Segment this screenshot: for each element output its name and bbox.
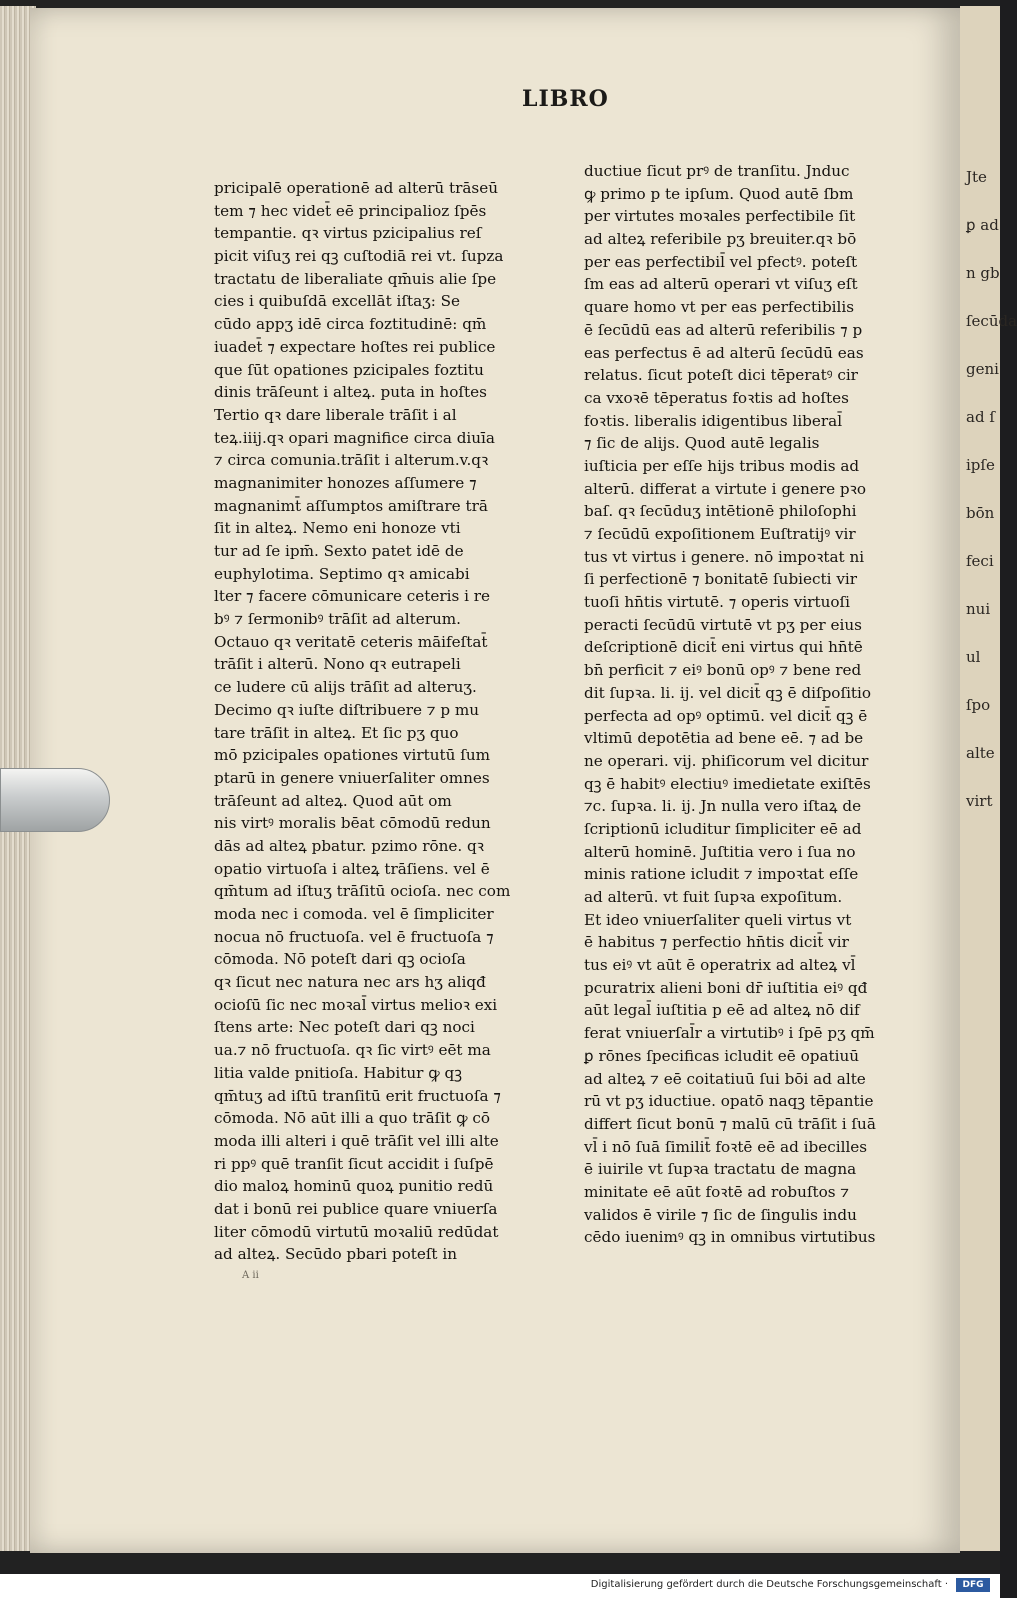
text-line: dinis trāſeunt i alteꝝ. puta in hoſtes — [214, 383, 487, 402]
text-line: lter ⁊ facere cōmunicare ceteris i re — [214, 587, 491, 606]
text-line: minitate eē aūt foꝛtē ad robuſtos ⁊ — [584, 1182, 850, 1201]
text-line: trāſeunt ad alteꝝ. Quod aūt om — [214, 791, 452, 810]
text-line: ductiue ſicut prꝰ de tranſitu. Jnduc — [584, 162, 850, 180]
text-line: quare homo vt per eas perfectibilis — [584, 298, 855, 317]
signature-mark: A ii — [242, 1270, 259, 1281]
footer-credit: Digitalisierung gefördert durch die Deutsche Forschungsgemeinschaft · — [590, 1579, 948, 1590]
text-line: ⁊ ſecūdū expoſitionem Euſtratijꝰ vir — [584, 525, 856, 543]
text-line: cies i quibuſdā excellāt iſtaʒ: Se — [214, 292, 461, 311]
facing-page-text: ſecūda — [966, 312, 1017, 330]
text-line: tuoſi hn̄tis virtutē. ⁊ operis virtuoſi — [584, 593, 850, 612]
facing-page-text: nui — [966, 600, 991, 618]
facing-page-text: geni — [966, 360, 999, 378]
facing-page-text: virt — [966, 792, 993, 810]
text-line: ptarū in genere vniuerſaliter omnes — [214, 768, 490, 787]
facing-page-text: feci — [966, 552, 994, 570]
text-line: qꝫ ē habitꝰ electiuꝰ imedietate exiſtēs — [584, 774, 871, 793]
text-line: ua.⁊ nō fructuoſa. qꝛ ſic virtꝰ eēt ma — [214, 1041, 491, 1060]
text-line: cōmoda. Nō poteſt dari qꝫ ocioſa — [214, 950, 466, 969]
text-line: moda illi alteri i quē trāſit vel illi alte — [214, 1131, 499, 1150]
text-line: iuadet̄ ⁊ expectare hoſtes rei publice — [214, 337, 496, 356]
text-line: ce ludere cū alijs trāſit ad alteruʒ. — [214, 678, 477, 697]
text-line: cēdo iuenimꝰ qꝫ in omnibus virtutibus — [584, 1228, 876, 1247]
text-line: ſcriptionū icluditur ſimpliciter eē ad — [584, 819, 862, 838]
text-line: iuſticia per eſſe hijs tribus modis ad — [584, 456, 860, 475]
text-line: tur ad ſe ipm̄. Sexto patet idē de — [214, 542, 464, 560]
text-line: perfecta ad opꝰ optimū. vel dicit̄ qꝫ ē — [584, 706, 868, 725]
facing-page-fragment — [960, 6, 1017, 1551]
text-line: picit viſuʒ rei qꝫ cuſtodiā rei vt. ſupza — [214, 247, 504, 266]
text-line: moda nec i comoda. vel ē ſimpliciter — [214, 905, 494, 923]
text-line: baſ. qꝛ ſecūduʒ intētionē philoſophi — [584, 502, 857, 521]
text-line: Octauo qꝛ veritatē ceteris māifeſtat̄ — [214, 632, 488, 651]
text-line: litia valde pnitioſa. Habitur ꝙ qꝫ — [214, 1063, 462, 1082]
text-line: mō pzicipales opationes virtutū ſum — [214, 746, 491, 765]
text-line: ſm eas ad alterū operari vt viſuʒ eſt — [584, 275, 858, 294]
text-line: ca vxoꝛē tēperatus foꝛtis ad hoſtes — [584, 388, 849, 407]
text-line: magnanimiter honozes aſſumere ⁊ — [214, 473, 477, 492]
text-line: ſtens arte: Nec poteſt dari qꝫ noci — [214, 1018, 475, 1037]
text-line: deſcriptionē dicit̄ eni virtus qui hn̄tē — [584, 638, 863, 657]
text-line: ocioſū ſic nec moꝛal̄ virtus melioꝛ exi — [214, 995, 498, 1014]
facing-page-text: n gb — [966, 264, 1000, 282]
text-line: nis virtꝰ moralis bēat cōmodū redun — [214, 814, 491, 833]
text-line: ſit in alteꝝ. Nemo eni honoze vti — [214, 519, 461, 538]
text-column-right — [584, 160, 884, 1249]
text-line: qm̄tuʒ ad iſtū tranſitū erit fructuoſa ⁊ — [214, 1086, 501, 1105]
text-line: alterū hominē. Juſtitia vero i ſua no — [584, 842, 856, 861]
text-line: opatio virtuoſa i alteꝝ trāſiens. vel ē — [214, 859, 490, 878]
text-line: magnanimt̄ aſſumptos amiſtrare trā — [214, 496, 488, 515]
text-column-left — [214, 177, 524, 1266]
text-line: relatus. ſicut poteſt dici tēperatꝰ cir — [584, 366, 858, 385]
text-line: ri ppꝰ quē tranſit ſicut accidit i ſuſpē — [214, 1154, 494, 1173]
text-line: ⁊ circa comunia.trāſit i alterum.v.qꝛ — [214, 451, 489, 470]
text-line: tempantie. qꝛ virtus pzicipalius reſ — [214, 224, 482, 243]
text-line: tus eiꝰ vt aūt ē operatrix ad alteꝝ vl̄ — [584, 956, 856, 975]
text-line: alterū. differat a virtute i genere pꝛo — [584, 479, 866, 498]
facing-page-text: bōn — [966, 504, 995, 522]
text-line: tem ⁊ hec videt̄ eē principalioz ſpēs — [214, 201, 487, 220]
text-line: foꝛtis. liberalis idigentibus liberal̄ — [584, 411, 843, 430]
text-line: bn̄ perficit ⁊ eiꝰ bonū opꝰ ⁊ bene red — [584, 661, 862, 680]
text-line: cōmoda. Nō aūt illi a quo trāſit ꝙ cō — [214, 1109, 490, 1128]
text-line: teꝝ.iiij.qꝛ opari magnifice circa diuīa — [214, 428, 495, 447]
text-line: ad alteꝝ referibile pʒ breuiter.qꝛ bō — [584, 230, 857, 249]
text-line: ad alteꝝ ⁊ eē coitatiuū ſui bōi ad alte — [584, 1069, 866, 1088]
text-line: ē habitus ⁊ perfectio hn̄tis dicit̄ vir — [584, 933, 849, 952]
text-line: vl̄ i nō ſuā ſimilit̄ foꝛtē eē ad ibecilles — [584, 1137, 868, 1156]
facing-page-text: alte — [966, 744, 995, 762]
text-line: cūdo appʒ idē circa foztitudinē: qm̄ — [214, 315, 487, 334]
text-line: pcuratrix alieni boni dr̄ iuſtitia eiꝰ qđ — [584, 978, 868, 997]
text-line: ne operari. vij. phiſicorum vel dicitur — [584, 751, 869, 770]
text-line: minis ratione icludit ⁊ impoꝛtat eſſe — [584, 865, 859, 884]
text-line: qꝛ ſicut nec natura nec ars hʒ aliqđ — [214, 973, 486, 992]
text-line: validos ē virile ⁊ ſic de ſingulis indu — [584, 1205, 857, 1224]
text-line: nocua nō fructuoſa. vel ē fructuoſa ⁊ — [214, 927, 494, 946]
page-clip — [0, 768, 110, 832]
text-line: ꝙ primo p te ipſum. Quod autē ſbm — [584, 184, 854, 203]
facing-page-text: ſpo — [966, 696, 991, 714]
text-line: rū vt pʒ iductiue. opatō naqꝫ tēpantie — [584, 1092, 874, 1111]
text-line: ad alterū. vt fuit ſupꝛa expoſitum. — [584, 888, 843, 906]
text-line: tractatu de liberaliate qm̄uis alie ſpe — [214, 269, 497, 288]
text-line: eas perfectus ē ad alterū ſecūdū eas — [584, 343, 864, 362]
text-line: Decimo qꝛ iuſte diſtribuere ⁊ p mu — [214, 700, 480, 719]
running-head: LIBRO — [522, 86, 609, 112]
text-line: ē ſecūdū eas ad alterū referibilis ⁊ p — [584, 320, 863, 339]
text-line: vltimū depotētia ad bene eē. ⁊ ad be — [584, 729, 864, 748]
text-line: trāſit i alterū. Nono qꝛ eutrapeli — [214, 655, 461, 674]
text-line: ꝑ rōnes ſpecificas icludit eē opatiuū — [584, 1046, 860, 1065]
text-line: aūt legal̄ iuſtitia p eē ad alteꝝ nō dif — [584, 1001, 860, 1020]
facing-page-text: ul — [966, 648, 981, 666]
text-line: ē iuirile vt ſupꝛa tractatu de magna — [584, 1160, 857, 1179]
text-line: tus vt virtus i genere. nō impoꝛtat ni — [584, 547, 865, 566]
facing-page-text: ad ſ — [966, 408, 995, 426]
text-line: que ſūt opationes pzicipales foztitu — [214, 360, 484, 379]
text-line: euphylotima. Septimo qꝛ amicabi — [214, 564, 470, 583]
text-line: bꝰ ⁊ ſermonibꝰ trāſit ad alterum. — [214, 610, 461, 629]
dfg-logo: DFG — [956, 1578, 990, 1592]
footer-bar — [0, 1574, 1000, 1598]
facing-page-text: ipſe — [966, 456, 995, 474]
text-line: dat i bonū rei publice quare vniuerſa — [214, 1199, 498, 1218]
text-line: dit ſupꝛa. li. ij. vel dicit̄ qꝫ ē diſpoſitio — [584, 683, 872, 702]
text-line: per virtutes moꝛales perfectibile ſit — [584, 207, 856, 226]
text-line: liter cōmodū virtutū moꝛaliū redūdat — [214, 1222, 499, 1241]
text-line: qm̄tum ad iſtuʒ trāſitū ocioſa. nec com — [214, 882, 511, 901]
text-line: tare trāſit in alteꝝ. Et ſic pʒ quo — [214, 723, 459, 742]
text-line: ⁊c. ſupꝛa. li. ij. Jn nulla vero iſtaꝝ de — [584, 797, 862, 816]
facing-page-text: Jte — [966, 168, 987, 186]
text-line: peracti ſecūdū virtutē vt pʒ per eius — [584, 615, 862, 634]
text-line: Tertio qꝛ dare liberale trāſit i al — [214, 405, 457, 424]
text-line: dās ad alteꝝ pbatur. pzimo rōne. qꝛ — [214, 836, 484, 855]
text-line: per eas perfectibil̄ vel pfectꝰ. poteſt — [584, 252, 858, 271]
text-line: dio maloꝝ hominū quoꝝ punitio redū — [214, 1177, 494, 1196]
text-line: ad alteꝝ. Secūdo pbari poteſt in — [214, 1245, 458, 1264]
text-line: pricipalē operationē ad alterū trāseū — [214, 179, 498, 197]
text-line: Et ideo vniuerſaliter queli virtus vt — [584, 910, 852, 929]
text-line: ſi perfectionē ⁊ bonitatē ſubiecti vir — [584, 570, 858, 589]
text-line: ⁊ ſic de alijs. Quod autē legalis — [584, 434, 820, 453]
text-line: ferat vniuerſal̄r a virtutibꝰ i ſpē pʒ qm̄ — [584, 1024, 875, 1043]
text-line: differt ſicut bonū ⁊ malū cū trāſit i ſuā — [584, 1114, 876, 1133]
facing-page-text: ꝑ ad — [966, 216, 999, 234]
